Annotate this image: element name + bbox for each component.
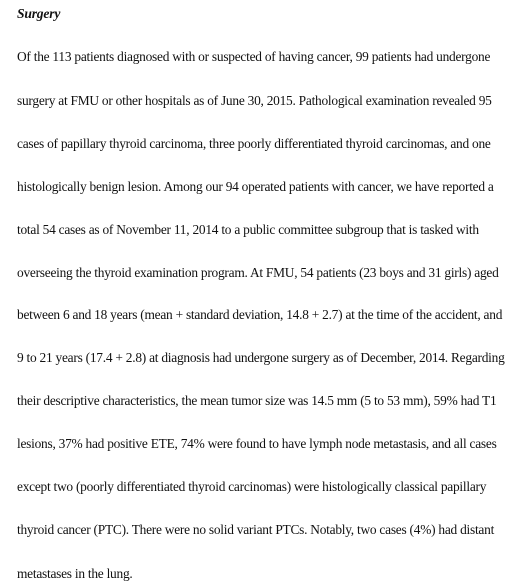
paragraph-line: total 54 cases as of November 11, 2014 to a public committee subgroup that is tasked with	[17, 222, 479, 237]
paragraph-line: metastases in the lung.	[17, 566, 133, 581]
section-heading: Surgery	[17, 6, 61, 21]
paragraph-line: histologically benign lesion. Among our 94 operated patients with cancer, we have reported a	[17, 179, 494, 194]
paragraph-line: except two (poorly differentiated thyroid carcinomas) were histologically classical papillary	[17, 479, 487, 494]
paragraph-line: thyroid cancer (PTC). There were no solid variant PTCs. Notably, two cases (4%) had distant	[17, 522, 495, 537]
paragraph-line: cases of papillary thyroid carcinoma, three poorly differentiated thyroid carcinomas, and one	[17, 136, 491, 151]
paragraph-line: 9 to 21 years (17.4 + 2.8) at diagnosis had undergone surgery as of December, 2014. Regarding	[17, 350, 505, 365]
paragraph-line: Of the 113 patients diagnosed with or suspected of having cancer, 99 patients had undergone	[17, 49, 491, 64]
paragraph-line: surgery at FMU or other hospitals as of June 30, 2015. Pathological examination revealed 95	[17, 93, 492, 108]
paragraph-line: lesions, 37% had positive ETE, 74% were found to have lymph node metastasis, and all cases	[17, 436, 497, 451]
paragraph-line: their descriptive characteristics, the mean tumor size was 14.5 mm (5 to 53 mm), 59% had T1	[17, 393, 497, 408]
paragraph-line: between 6 and 18 years (mean + standard deviation, 14.8 + 2.7) at the time of the accident, and	[17, 307, 503, 322]
paragraph-line: overseeing the thyroid examination program. At FMU, 54 patients (23 boys and 31 girls) aged	[17, 265, 499, 280]
